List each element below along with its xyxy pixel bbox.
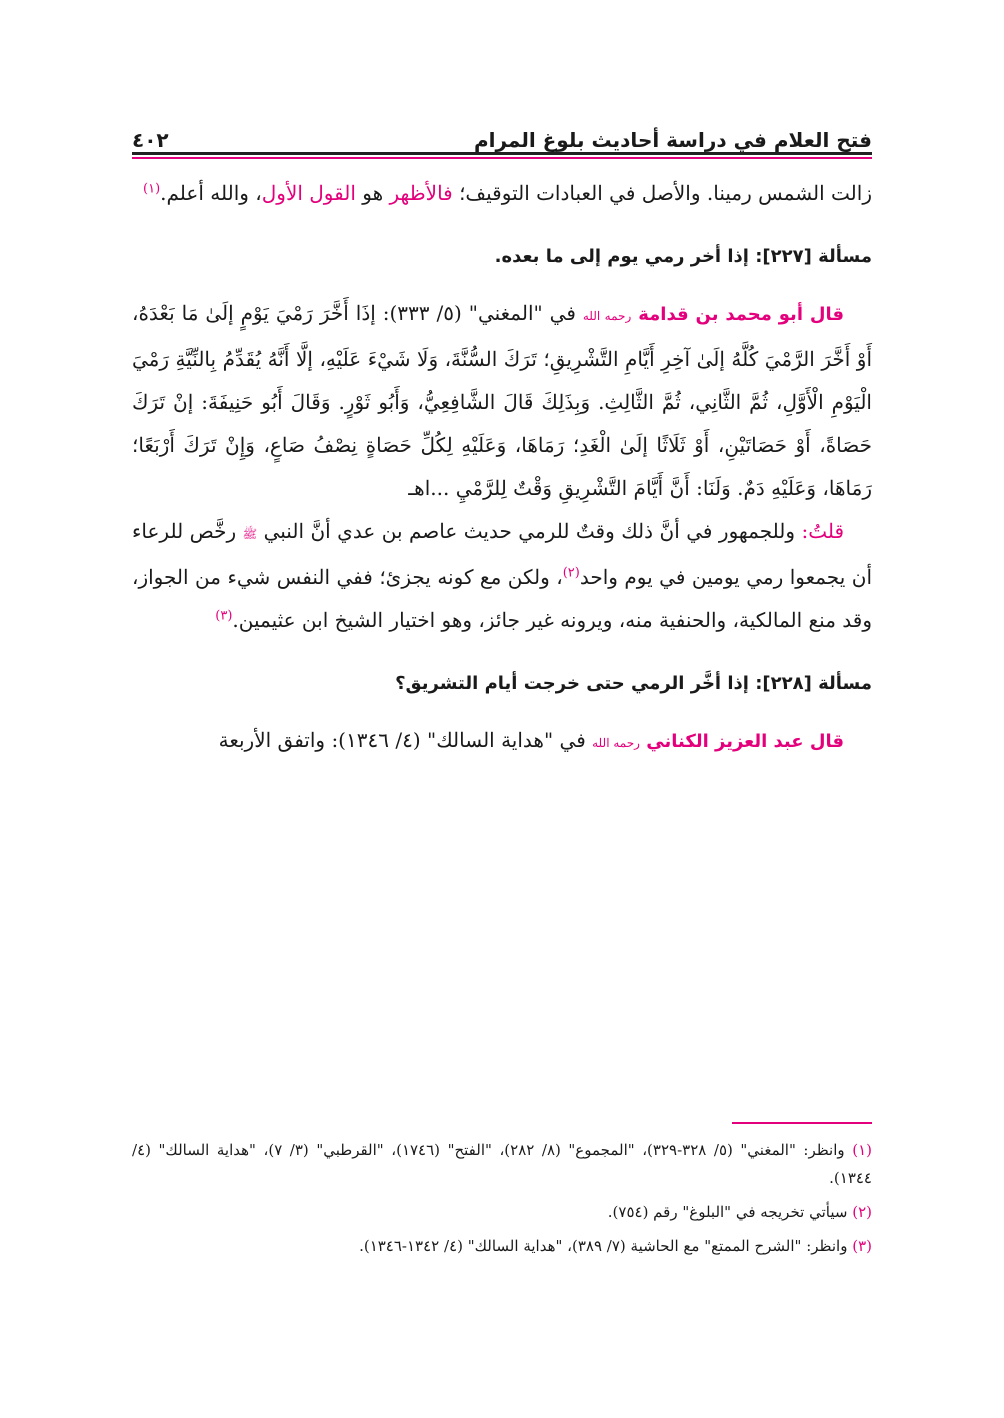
footnote-ref-2[interactable]: (٢) xyxy=(562,565,580,581)
footnote-separator xyxy=(732,1122,872,1124)
issue-heading-227: مسألة [٢٢٧]: إذا أخر رمي يوم إلى ما بعده. xyxy=(494,246,872,267)
paragraph-1: زالت الشمس رمينا. والأصل في العبادات التوقيف؛ فالأظهر هو القول الأول، والله أعلم.$^{(١)}$ xyxy=(143,181,872,205)
page-number: ٤٠٢ xyxy=(132,128,169,152)
running-title: فتح العلام في دراسة أحاديث بلوغ المرام xyxy=(473,128,872,152)
honorific-glyph: رحمه الله xyxy=(592,736,640,750)
paragraph-qultu: قلتُ: وللجمهور في أنَّ ذلك وقتٌ للرمي حديث عاصم بن عدي أنَّ النبي ﷺ رخَّص للرعاء أن يجمعوا رمي يومين في يوم واحد$^{(٢)}$، ولكن مع كونه يجزئ؛ ففي النفس شيء من الجواز، وقد منع المالكية، والحنفية منه، ويرونه غير جائز، وهو اختيار الشيخ ابن عثيمين.$^{(٣)}$ xyxy=(132,519,872,632)
header-rule xyxy=(132,152,872,155)
main-text xyxy=(132,172,872,765)
footnote-3: (٣) وانظر: "الشرح الممتع" مع الحاشية (٧/ ٣٨٩)، "هداية السالك" (٤/ ١٣٤٢-١٣٤٦). xyxy=(359,1237,872,1255)
quote-kinani: قال عبد العزيز الكناني رحمه الله في "هداية السالك" (٤/ ١٣٤٦): واتفق الأربعة xyxy=(218,728,844,752)
footnotes xyxy=(132,1136,872,1266)
issue-heading-228: مسألة [٢٢٨]: إذا أخَّر الرمي حتى خرجت أيام التشريق؟ xyxy=(395,673,872,694)
honorific-glyph: رحمه الله xyxy=(582,309,632,323)
footnote-ref-1[interactable]: (١) xyxy=(143,181,161,197)
footnote-2: (٢) سيأتي تخريجه في "البلوغ" رقم (٧٥٤). xyxy=(607,1203,872,1221)
header-rule-accent xyxy=(132,157,872,159)
footnote-ref-3[interactable]: (٣) xyxy=(215,608,233,624)
footnote-1: (١) وانظر: "المغني" (٥/ ٣٢٨-٣٢٩)، "المجموع" (٨/ ٢٨٢)، "الفتح" (١٧٤٦)، "القرطبي" (٣/ ٧)، "هداية السالك" (٤/ ١٣٤٤). xyxy=(132,1141,872,1187)
salutation-glyph: ﷺ xyxy=(242,527,258,541)
page-header xyxy=(132,118,872,152)
quote-ibn-qudama: قال أبو محمد بن قدامة رحمه الله في "المغني" (٥/ ٣٣٣): إذَا أَخَّرَ رَمْيَ يَوْمٍ إلَىٰ مَا بَعْدَهُ، أَوْ أَخَّرَ الرَّمْيَ كُلَّهُ إلَىٰ آخِرِ أَيَّامِ التَّشْرِيقِ؛ تَرَكَ السُّنَّةَ، وَلَا شَيْءَ عَلَيْهِ، إلَّا أَنَّهُ يُقَدِّمُ بِالنِّيَّةِ رَمْيَ الْيَوْمِ الْأَوَّلِ، ثُمَّ الثَّانِي، ثُمَّ الثَّالِثِ. وَبِذَلِكَ قَالَ الشَّافِعِيُّ، وَأَبُو ثَوْرٍ. وَقَالَ أَبُو حَنِيفَةَ: إنْ تَرَكَ حَصَاةً، أَوْ حَصَاتَيْنِ، أَوْ ثَلَاثًا إلَىٰ الْغَدِ؛ رَمَاهَا، وَعَلَيْهِ لِكُلِّ حَصَاةٍ نِصْفُ صَاعٍ، وَإِنْ تَرَكَ أَرْبَعًا؛ رَمَاهَا، وَعَلَيْهِ دَمٌ. وَلَنَا: أَنَّ أَيَّامَ التَّشْرِيقِ وَقْتٌ لِلرَّمْيِ ...اهـ xyxy=(132,301,872,500)
